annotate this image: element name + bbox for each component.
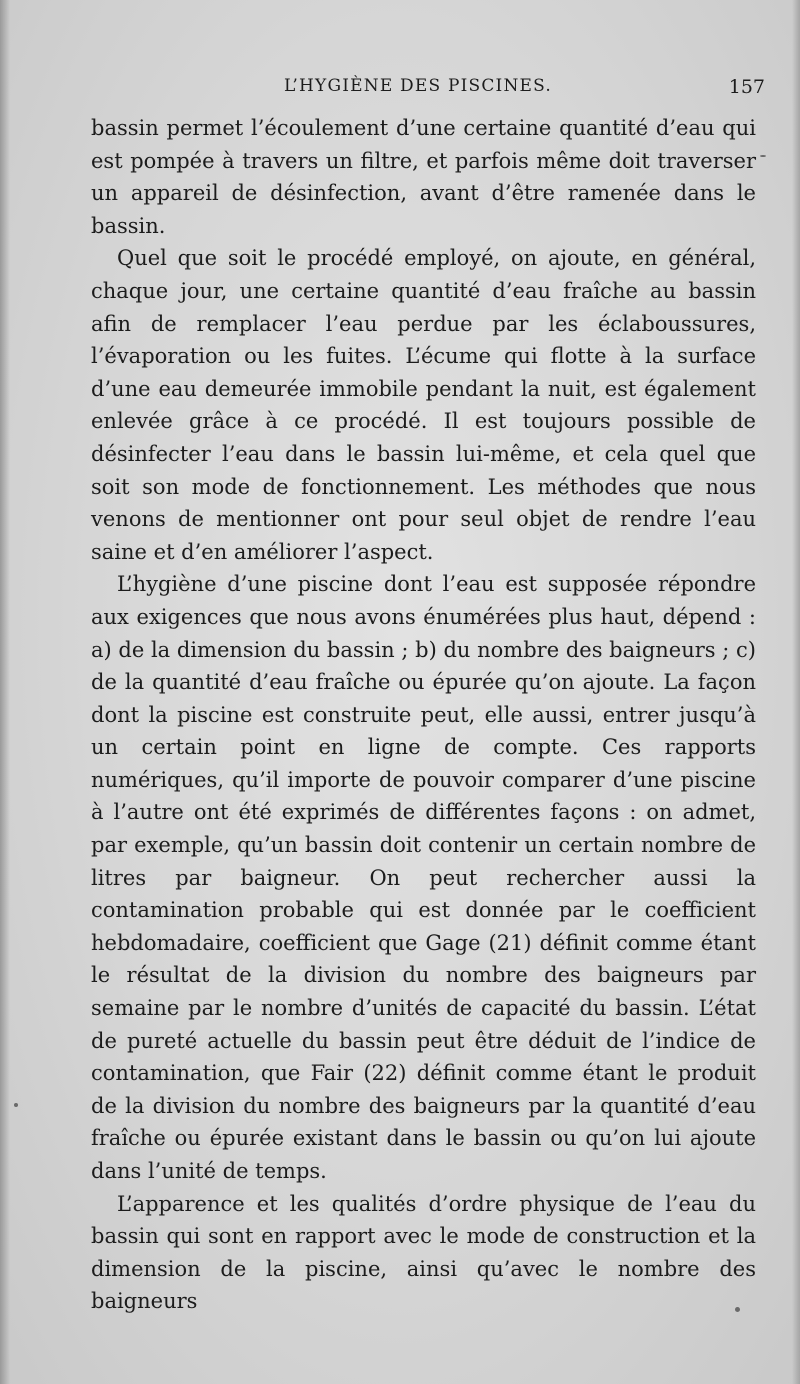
paragraph: Quel que soit le procédé employé, on ajoute, en général, chaque jour, une certaine quantité d’eau fraîche au bassin afin de remplacer l’eau perdue par les éclaboussures, l’évaporation ou les fuites. L’écume qui flotte à la surface d’une eau demeurée immobile pendant la nuit, est également enlevée grâce à ce procédé. Il est toujours possible de désinfecter l’eau dans le bassin lui-même, et cela quel que soit son mode de fonctionnement. Les méthodes que nous venons de mentionner ont pour seul objet de rendre l’eau saine et d’en améliorer l’aspect. bbox=[91, 246, 756, 564]
paragraph: L’apparence et les qualités d’ordre physique de l’eau du bassin qui sont en rapport avec le mode de construction et la dimension de la piscine, ainsi qu’avec le nombre des baigneurs bbox=[91, 1191, 756, 1314]
ink-speck bbox=[760, 155, 766, 157]
page-edge-left bbox=[0, 0, 10, 1384]
running-header bbox=[90, 76, 765, 102]
body-text bbox=[91, 112, 756, 1318]
page-edge-right bbox=[792, 0, 800, 1384]
paragraph-continued: bassin permet l’écoulement d’une certaine quantité d’eau qui est pompée à travers un filtre, et parfois même doit traverser un appareil de désinfection, avant d’être ramenée dans le bassin. bbox=[91, 116, 756, 238]
page-number: 157 bbox=[728, 76, 765, 98]
ink-speck bbox=[735, 1307, 740, 1312]
ink-speck bbox=[14, 1103, 18, 1107]
running-title: L’HYGIÈNE DES PISCINES. bbox=[284, 76, 552, 96]
paragraph: L’hygiène d’une piscine dont l’eau est supposée répondre aux exigences que nous avons énumérées plus haut, dépend : a) de la dimension du bassin ; b) du nombre des baigneurs ; c) de la quantité d’eau fraîche ou épurée qu’on ajoute. La façon dont la piscine est construite peut, elle aussi, entrer jusqu’à un certain point en ligne de compte. Ces rapports numériques, qu’il importe de pouvoir comparer d’une piscine à l’autre ont été exprimés de différentes façons : on admet, par exemple, qu’un bassin doit contenir un certain nombre de litres par baigneur. On peut rechercher aussi la contamination probable qui est donnée par le coefficient hebdomadaire, coefficient que Gage (21) définit comme étant le résultat de la division du nombre des baigneurs par semaine par le nombre d’unités de capacité du bassin. L’état de pureté actuelle du bassin peut être déduit de l’indice de contamination, que Fair (22) définit comme étant le produit de la division du nombre des baigneurs par la quantité d’eau fraîche ou épurée existant dans le bassin ou qu’on lui ajoute dans l’unité de temps. bbox=[91, 572, 756, 1183]
